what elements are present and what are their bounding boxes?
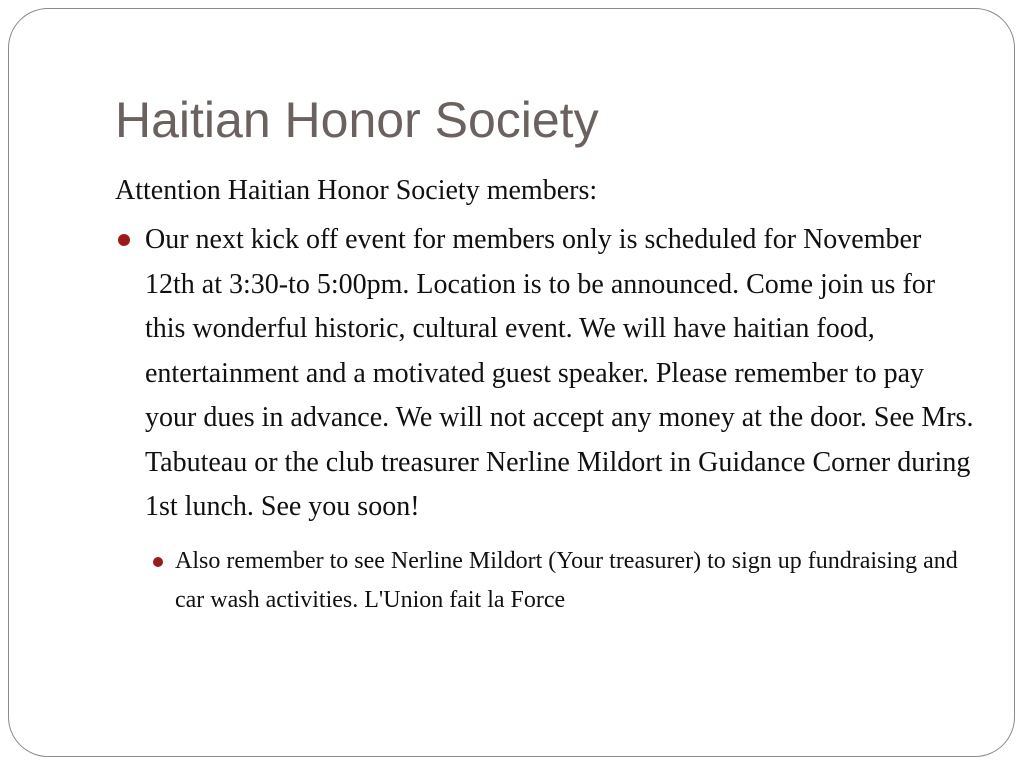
bullet-item — [115, 218, 975, 530]
sub-bullet-item — [115, 542, 975, 620]
slide-content — [115, 174, 975, 620]
slide-title: Haitian Honor Society — [115, 92, 599, 148]
intro-text: Attention Haitian Honor Society members: — [115, 175, 598, 206]
bullet-text: Our next kick off event for members only is scheduled for November 12th at 3:30-to 5:00pm. Location is to be announced. Come join us for this wonderful historic, cultural event. We will have haitian food, entertainment and a motivated guest speaker. Please remember to pay your dues in advance. We will not accept any money at the door. See Mrs. Tabuteau or the club treasurer Nerline Mildort in Guidance Corner during 1st lunch. See you soon! — [145, 224, 974, 522]
sub-bullet-text: Also remember to see Nerline Mildort (Your treasurer) to sign up fundraising and car wash activities. L'Union fait la Force — [175, 547, 958, 613]
sub-bullet-dot-icon — [153, 557, 163, 567]
bullet-dot-icon — [118, 234, 130, 246]
slide — [8, 8, 1015, 757]
